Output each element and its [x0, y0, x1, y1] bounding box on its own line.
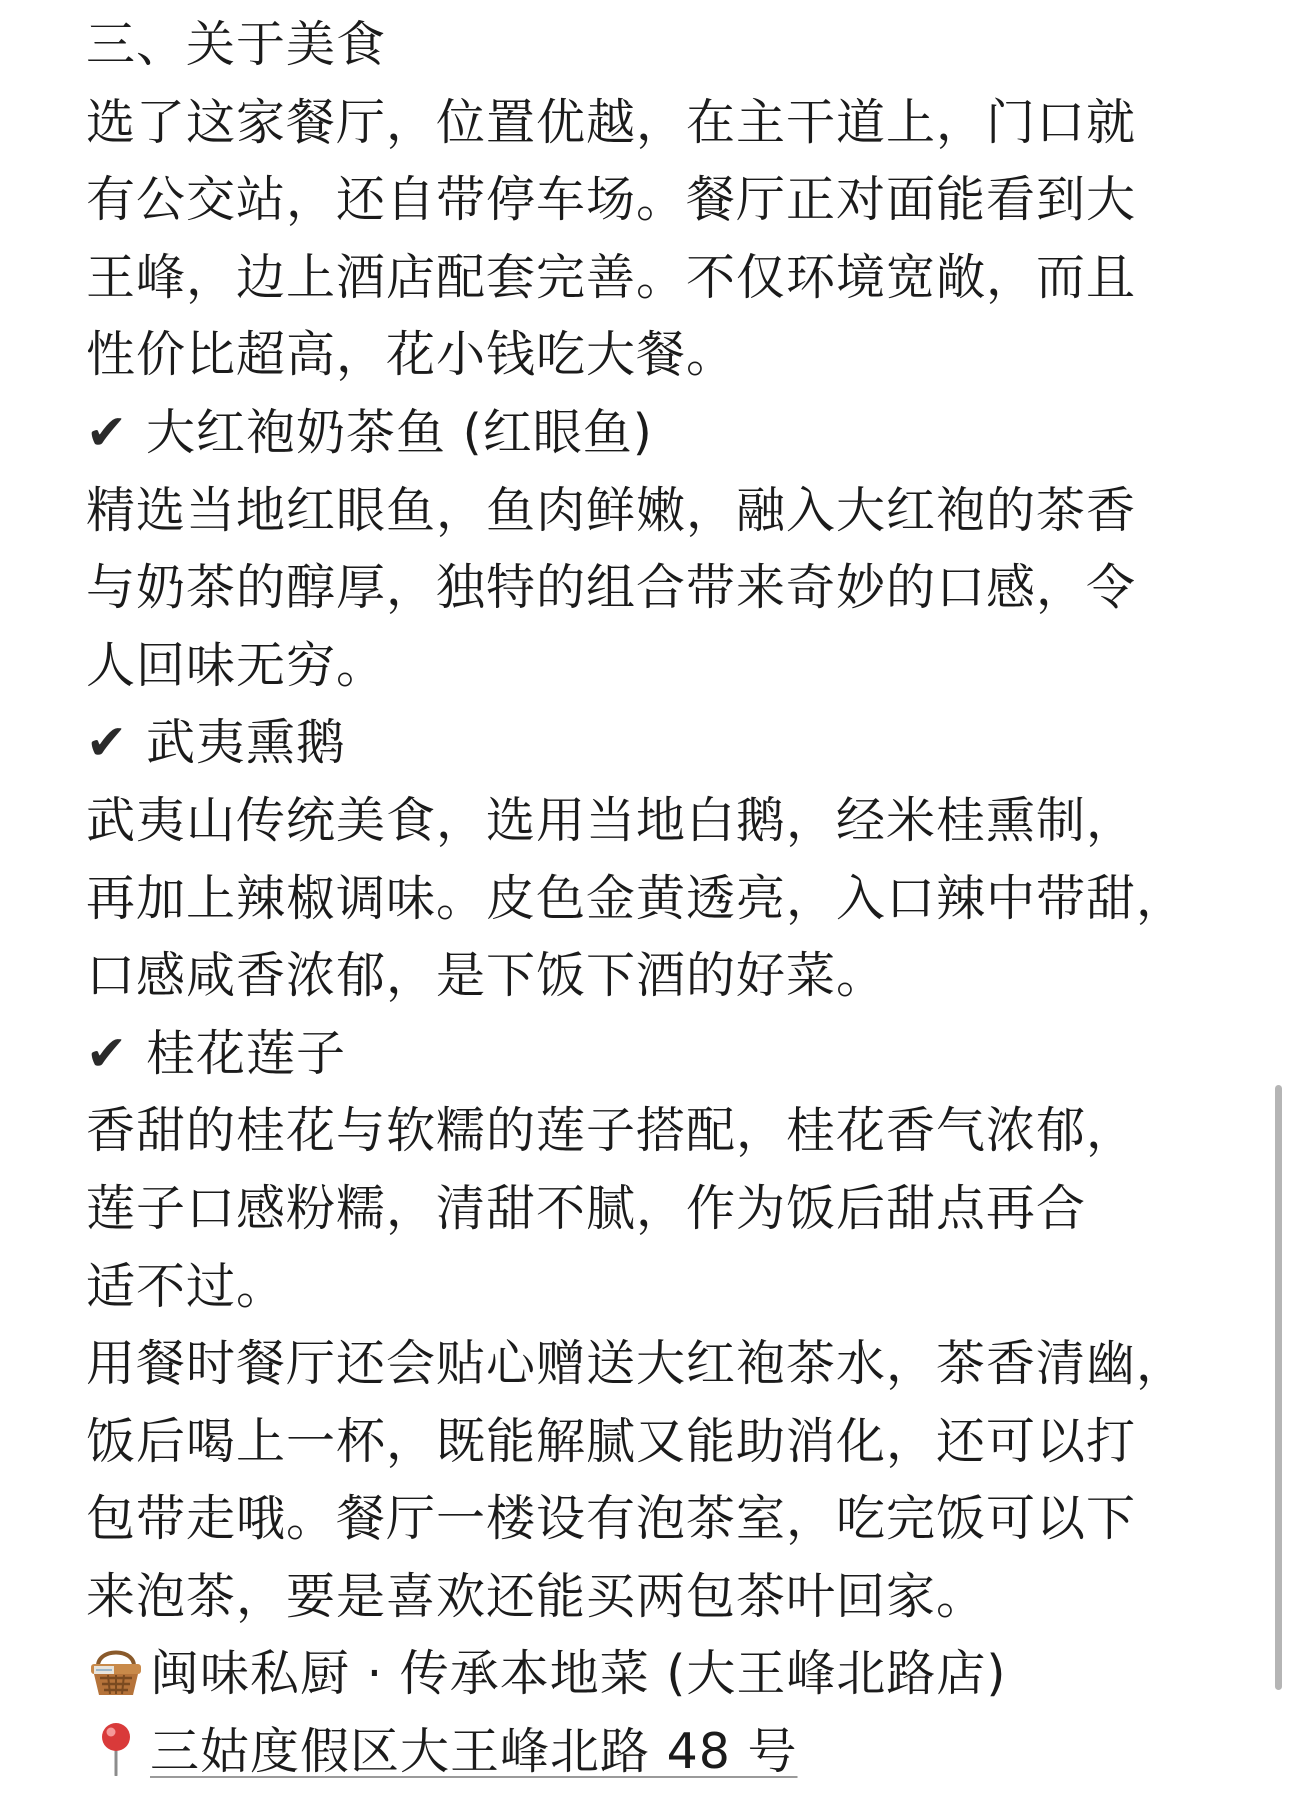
dish-desc-line: 与奶茶的醇厚，独特的组合带来奇妙的口感，令 [86, 559, 1137, 617]
restaurant-line [86, 1635, 1220, 1713]
restaurant-name: 闽味私厨 · 传承本地菜 (大王峰北路店) [150, 1645, 1007, 1703]
dish-desc-line: 口感咸香浓郁，是下饭下酒的好菜。 [86, 947, 887, 1005]
intro-line: 王峰，边上酒店配套完善。不仅环境宽敞，而且 [86, 248, 1137, 306]
section-title: 三、关于美食 [86, 16, 387, 73]
dish-name: 大红袍奶茶鱼 (红眼鱼) [146, 403, 653, 461]
check-mark-icon: ✔ [86, 714, 129, 772]
intro-line: 性价比超高，花小钱吃大餐。 [86, 326, 737, 384]
dish-desc-line: 香甜的桂花与软糯的莲子搭配，桂花香气浓郁， [86, 1102, 1137, 1160]
dish-desc-line: 武夷山传统美食，选用当地白鹅，经米桂熏制， [86, 791, 1137, 849]
dish-desc-line: 适不过。 [86, 1257, 287, 1315]
check-mark-icon: ✔ [86, 1024, 129, 1082]
dish-desc-line: 莲子口感粉糯，清甜不腻，作为饭后甜点再合 [86, 1179, 1087, 1237]
closing-line: 饭后喝上一杯，既能解腻又能助消化，还可以打 [86, 1412, 1137, 1470]
intro-line: 选了这家餐厅，位置优越，在主干道上，门口就 [86, 93, 1137, 151]
closing-line: 包带走哦。餐厅一楼设有泡茶室，吃完饭可以下 [86, 1490, 1137, 1548]
dish-heading [86, 1015, 1220, 1093]
intro-paragraph [86, 84, 1220, 394]
address-link[interactable]: 三姑度假区大王峰北路 48 号 [150, 1723, 798, 1781]
dish-desc-line: 人回味无穷。 [86, 636, 387, 694]
dish-name: 桂花莲子 [146, 1024, 347, 1082]
picnic-basket-icon [86, 1642, 146, 1698]
dish-heading [86, 704, 1220, 782]
dish-item-smoked-goose [86, 704, 1220, 1014]
round-pushpin-icon [86, 1720, 146, 1776]
dish-desc-line: 精选当地红眼鱼，鱼肉鲜嫩，融入大红袍的茶香 [86, 481, 1137, 539]
dish-name: 武夷熏鹅 [146, 714, 347, 772]
closing-line: 来泡茶，要是喜欢还能买两包茶叶回家。 [86, 1567, 987, 1625]
intro-line: 有公交站，还自带停车场。餐厅正对面能看到大 [86, 171, 1137, 229]
dish-heading [86, 394, 1220, 472]
closing-paragraph [86, 1325, 1220, 1635]
closing-line: 用餐时餐厅还会贴心赠送大红袍茶水，茶香清幽， [86, 1335, 1187, 1393]
vertical-scrollbar[interactable] [1275, 1085, 1282, 1690]
location-line[interactable] [86, 1713, 1220, 1791]
dish-item-osmanthus-lotus [86, 1015, 1220, 1325]
dish-item-tea-milk-fish [86, 394, 1220, 704]
check-mark-icon: ✔ [86, 403, 129, 461]
dish-desc-line: 再加上辣椒调味。皮色金黄透亮，入口辣中带甜， [86, 869, 1187, 927]
